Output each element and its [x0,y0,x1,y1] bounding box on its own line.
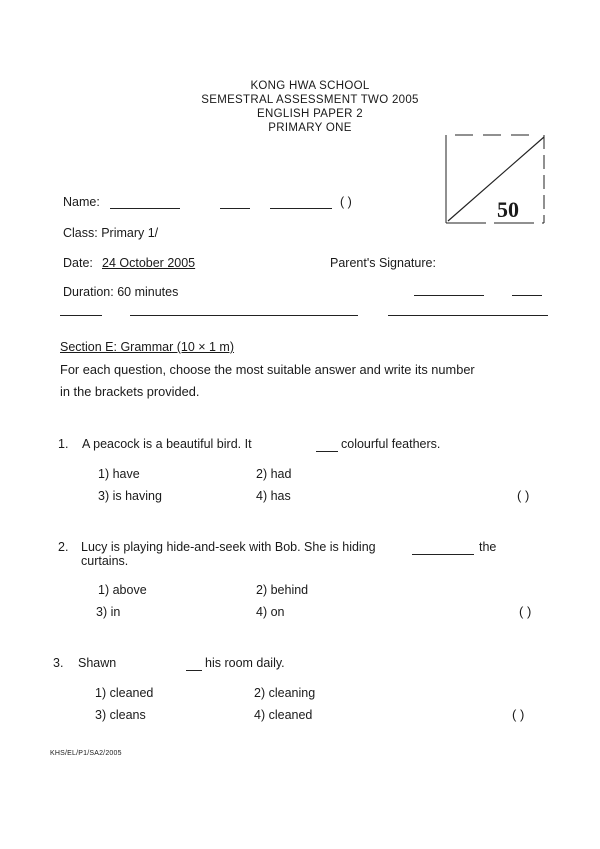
question-1-option-3: 3) is having [98,489,162,503]
question-2-option-3: 3) in [96,605,121,619]
question-1-stem-end: colourful feathers. [341,437,441,451]
section-instruction-1: For each question, choose the most suitable answer and write its number [60,362,475,377]
signature-line-2 [512,295,542,296]
question-3-number: 3. [53,656,64,670]
class-label: Class: Primary 1/ [63,226,159,240]
register-number-brackets: ( ) [340,195,352,209]
question-3-option-1: 1) cleaned [95,686,154,700]
question-2-stem: Lucy is playing hide-and-seek with Bob. She is hiding [81,540,376,554]
name-label: Name: [63,195,100,209]
question-2-number: 2. [58,540,69,554]
question-2-stem-line-2: curtains. [81,554,129,568]
question-3-blank [186,670,202,671]
name-blank-2 [220,208,250,209]
name-blank-3 [270,208,332,209]
question-1-answer-brackets[interactable]: ( ) [517,488,530,503]
separator-rule-2 [130,315,358,316]
score-total: 50 [497,197,519,222]
separator-rule-3 [388,315,548,316]
score-box-diagonal [448,137,544,221]
question-1-option-1: 1) have [98,467,140,481]
question-3-answer-brackets[interactable]: ( ) [512,707,525,722]
footer-code: KHS/EL/P1/SA2/2005 [50,750,122,757]
question-2-answer-brackets[interactable]: ( ) [519,604,532,619]
question-3-option-2: 2) cleaning [254,686,316,700]
level-title: PRIMARY ONE [268,122,352,134]
parent-signature-label: Parent's Signature: [330,256,436,270]
section-instruction-2: in the brackets provided. [60,384,200,399]
question-1-option-2: 2) had [256,467,292,481]
separator-rule [60,315,102,316]
date-label: Date: [63,256,93,270]
question-3-stem: Shawn [78,656,117,670]
paper-title: ENGLISH PAPER 2 [257,108,363,120]
section-title: Section E: Grammar (10 × 1 m) [60,340,235,354]
school-name: KONG HWA SCHOOL [250,80,370,92]
date-value: 24 October 2005 [102,256,196,270]
question-1-stem: A peacock is a beautiful bird. It [82,437,252,451]
question-1-option-4: 4) has [256,489,291,503]
assessment-title: SEMESTRAL ASSESSMENT TWO 2005 [201,94,419,106]
question-3-option-3: 3) cleans [95,708,146,722]
question-1-blank [316,451,338,452]
question-2-blank [412,554,474,555]
question-1-number: 1. [58,437,69,451]
question-2-option-2: 2) behind [256,583,309,597]
duration-label: Duration: 60 minutes [63,285,179,299]
signature-line [414,295,484,296]
question-3-stem-end: his room daily. [205,656,285,670]
name-blank[interactable] [110,208,180,209]
question-3-option-4: 4) cleaned [254,708,313,722]
question-2-option-1: 1) above [98,583,147,597]
question-2-option-4: 4) on [256,605,285,619]
score-box [445,133,545,225]
question-2-stem-end: the [479,540,497,554]
